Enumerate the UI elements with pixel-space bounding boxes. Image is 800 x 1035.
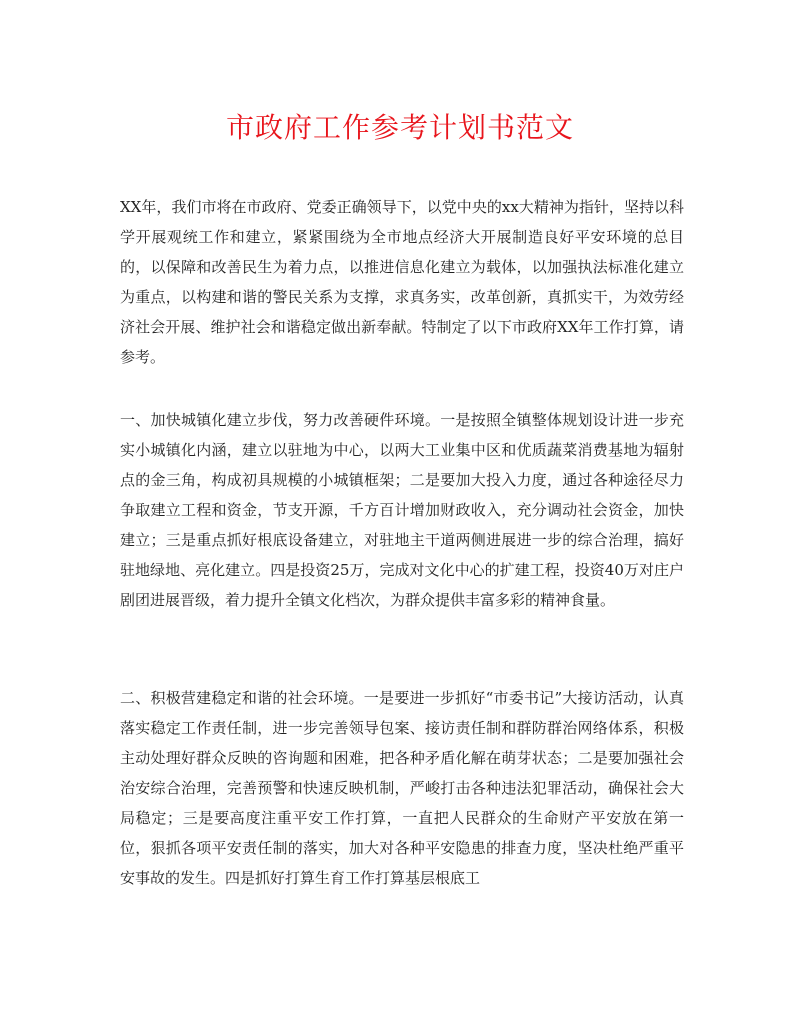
- document-title: 市政府工作参考计划书范文: [225, 111, 574, 144]
- paragraph-section-one: 一、加快城镇化建立步伐，努力改善硬件环境。一是按照全镇整体规划设计进一步充实小城镇化内涵，建立以驻地为中心，以两大工业集中区和优质蔬菜消费基地为辐射点的金三角，构成初具规模的小城镇框架；二是要加大投入力度，通过各种途径尽力争取建立工程和资金，节支开源，千方百计增加财政收入，充分调动社会资金，加快建立；三是重点抓好根底设备建立，对驻地主干道两侧进展进一步的综合治理，搞好驻地绿地、亮化建立。四是投资25万，完成对文化中心的扩建工程，投资40万对庄户剧团进展晋级，着力提升全镇文化档次，为群众提供丰富多彩的精神食量。: [120, 411, 684, 609]
- paragraph-section-two: 二、积极营建稳定和谐的社会环境。一是要进一步抓好“市委书记”大接访活动，认真落实稳定工作责任制，进一步完善领导包案、接访责任制和群防群治网络体系，积极主动处理好群众反映的咨询题和困难，把各种矛盾化解在萌芽状态；二是要加强社会治安综合治理，完善预警和快速反映机制，严峻打击各种违法犯罪活动，确保社会大局稳定；三是要高度注重平安工作打算，一直把人民群众的生命财产平安放在第一位，狠抓各项平安责任制的落实，加大对各种平安隐患的排查力度，坚决杜绝严重平安事故的发生。四是抓好打算生育工作打算基层根底工: [120, 689, 684, 887]
- paragraph-intro: XX年，我们市将在市政府、党委正确领导下，以党中央的xx大精神为指针，坚持以科学开展观统工作和建立，紧紧围绕为全市地点经济大开展制造良好平安环境的总目的，以保障和改善民生为着力点，以推进信息化建立为载体，以加强执法标准化建立为重点，以构建和谐的警民关系为支撑，求真务实，改革创新，真抓实干，为效劳经济社会开展、维护社会和谐稳定做出新奉献。特制定了以下市政府XX年工作打算，请参考。: [120, 198, 684, 366]
